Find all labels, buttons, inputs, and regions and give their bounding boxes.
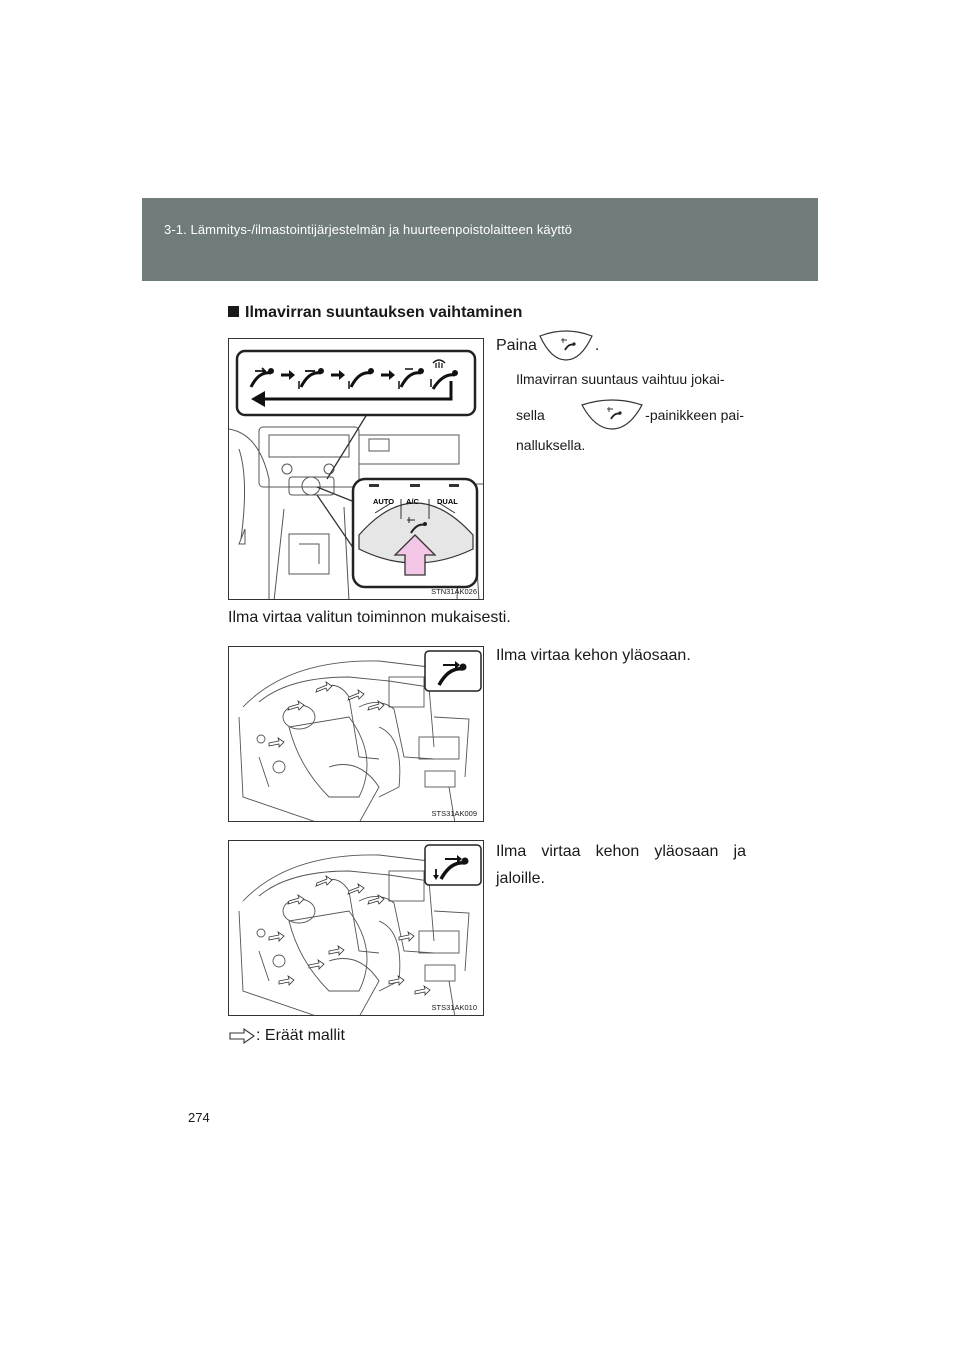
mode-face-text: Ilma virtaa kehon yläosaan.: [496, 647, 691, 664]
section-title-text: Ilmavirran suuntauksen vaihtaminen: [245, 304, 523, 321]
ac-button-label: A/C: [406, 497, 419, 506]
figure-code: STS31AK009: [431, 809, 477, 818]
arrow-icon: [228, 1028, 256, 1044]
section-title: [228, 304, 522, 322]
press-text-before: Paina: [496, 337, 537, 355]
intro-text: Ilma virtaa valitun toiminnon mukaisesti.: [228, 609, 511, 626]
figure-code: STN31AK026: [431, 587, 477, 596]
header-band: [142, 198, 818, 281]
note-line-1: Ilmavirran suuntaus vaihtuu jokai-: [516, 371, 725, 387]
page-number: 274: [188, 1110, 210, 1125]
note-painikkeen: -painikkeen pai-: [645, 407, 744, 423]
figure-code: STS31AK010: [431, 1003, 477, 1012]
press-instruction: [496, 330, 599, 362]
mode-bilevel-text: Ilma virtaa kehon yläosaan ja jaloille.: [496, 843, 746, 887]
note-line-2: [516, 398, 744, 432]
legend-text: : Eräät mallit: [256, 1027, 345, 1044]
legend: [228, 1022, 345, 1049]
mode-button-icon: [537, 330, 595, 362]
auto-button-label: AUTO: [373, 497, 395, 506]
section-breadcrumb: 3-1. Lämmitys-/ilmastointijärjestelmän ja huurteenpoistolaitteen käyttö: [164, 222, 573, 237]
figure-control-panel: [228, 338, 484, 600]
note-sella: sella: [516, 407, 545, 423]
square-bullet-icon: [228, 306, 239, 317]
figure-bilevel-mode: [228, 840, 484, 1016]
figure-face-mode: [228, 646, 484, 822]
note-line-3: nalluksella.: [516, 437, 586, 453]
mode-button-icon: [579, 399, 645, 431]
dual-button-label: DUAL: [437, 497, 458, 506]
press-text-after: .: [594, 337, 600, 355]
